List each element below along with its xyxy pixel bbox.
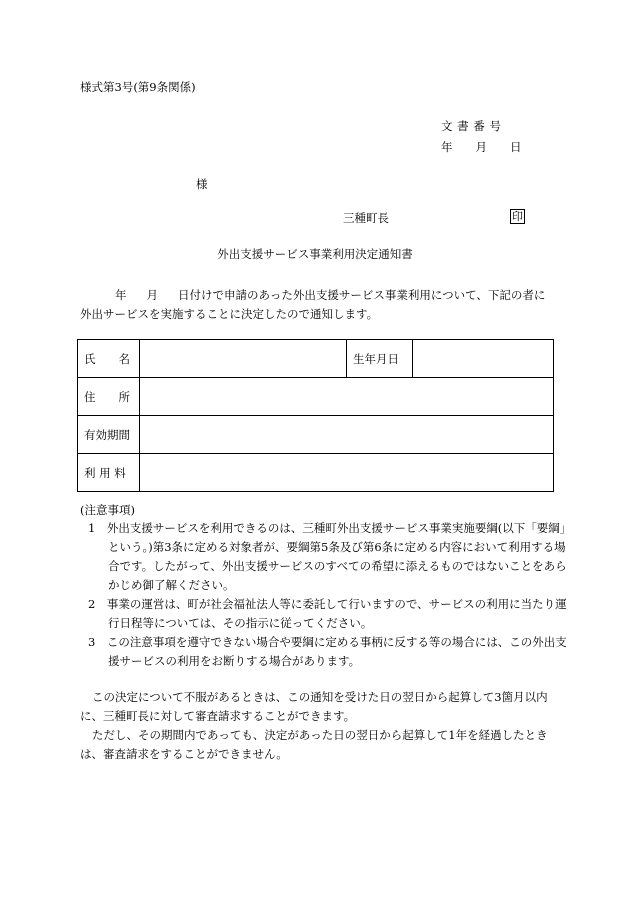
note-item-2: 2 事業の運営は、町が社会福祉法人等に委託して行いますので、サービスの利用に当たり運行日程等については、その指示に従ってください。 xyxy=(88,597,567,630)
table-row xyxy=(78,378,554,416)
name-value xyxy=(140,340,347,378)
form-number: 様式第3号(第9条関係) xyxy=(80,80,196,94)
validity-period-value xyxy=(140,416,554,454)
name-label: 氏 名 xyxy=(78,340,140,378)
birth-date-value xyxy=(413,340,554,378)
birth-date-label: 生年月日 xyxy=(347,340,413,378)
address-value xyxy=(140,378,554,416)
usage-fee-label: 利 用 料 xyxy=(78,454,140,492)
note-item-1: 1 外出支援サービスを利用できるのは、三種町外出支援サービス事業実施要綱(以下「要綱」という。)第3条に定める対象者が、要綱第5条及び第6条に定める内容において利用する場合です。したがって、外出支援サービスのすべての希望に添えるものではないことをあらかじめ御了解ください。 xyxy=(88,521,572,592)
recipient-info-table xyxy=(77,339,554,492)
table-row xyxy=(78,454,554,492)
table-row xyxy=(78,416,554,454)
intro-year: 年 xyxy=(115,288,127,302)
validity-period-label: 有効期間 xyxy=(78,416,140,454)
notes-heading: (注意事項) xyxy=(80,503,135,517)
usage-fee-value xyxy=(140,454,554,492)
document-title: 外出支援サービス事業利用決定通知書 xyxy=(217,247,413,261)
intro-paragraph xyxy=(80,286,554,324)
addressee-suffix: 様 xyxy=(196,177,208,191)
seal-mark: 印 xyxy=(512,210,523,223)
document-number-label: 文 書 番 号 xyxy=(441,119,502,133)
sender-name: 三種町長 xyxy=(343,211,389,225)
intro-text: 日付けで申請のあった外出支援サービス事業利用について、下記の者に外出サービスを実施することに決定したので通知します。 xyxy=(80,288,546,321)
table-row xyxy=(78,340,554,378)
address-label: 住 所 xyxy=(78,378,140,416)
intro-month: 月 xyxy=(146,288,158,302)
note-item-3: 3 この注意事項を遵守できない場合や要綱に定める事柄に反する等の場合には、この外出支援サービスの利用をお断りする場合があります。 xyxy=(88,635,567,668)
document-date-label: 年 月 日 xyxy=(441,140,522,154)
closing-paragraph-2: ただし、その期間内であっても、決定があった日の翌日から起算して1年を経過したときは、審査請求をすることができません。 xyxy=(80,728,548,761)
closing-paragraph-1: この決定について不服があるときは、この通知を受けた日の翌日から起算して3箇月以内に、三種町長に対して審査請求することができます。 xyxy=(80,690,548,723)
